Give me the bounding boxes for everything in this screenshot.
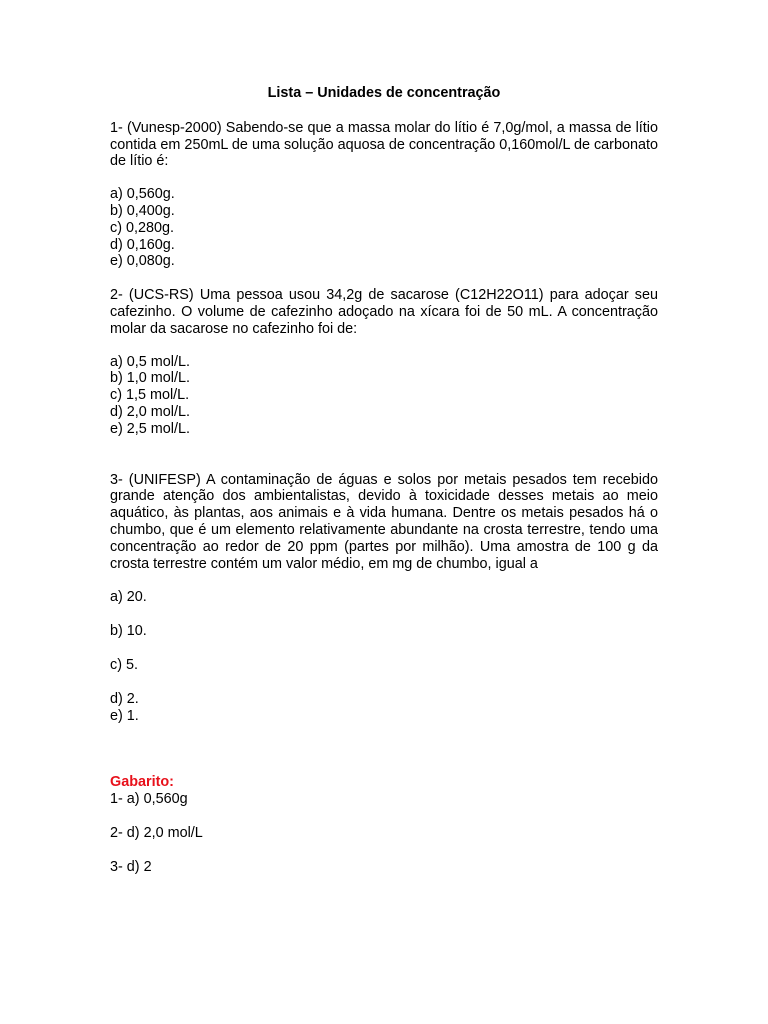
question-2-option-a: a) 0,5 mol/L. xyxy=(110,353,190,370)
question-1-options xyxy=(110,186,658,270)
question-2-option-b: b) 1,0 mol/L. xyxy=(110,370,190,387)
question-3-option-c: c) 5. xyxy=(110,656,138,673)
question-3-option-a: a) 20. xyxy=(110,589,147,606)
question-2-option-e: e) 2,5 mol/L. xyxy=(110,420,190,437)
question-3-stem: 3- (UNIFESP) A contaminação de águas e solos por metais pesados tem recebido grande atenção dos ambientalistas, devido à toxicidade desses metais ao meio aquático, às plantas, aos animais e à vida humana. Dentre os metais pesados há o chumbo, que é um elemento relativamente abundante na crosta terrestre, tendo uma concentração ao redor de 20 ppm (partes por milhão). Uma amostra de 100 g da crosta terrestre contém um valor médio, em mg de chumbo, igual a xyxy=(110,471,658,572)
page-title: Lista – Unidades de concentração xyxy=(267,85,501,101)
question-1-option-a: a) 0,560g. xyxy=(110,186,175,203)
answer-key-title: Gabarito: xyxy=(110,774,174,791)
question-1-option-e: e) 0,080g. xyxy=(110,253,175,270)
question-3-option-d: d) 2. xyxy=(110,690,139,707)
question-3 xyxy=(110,472,658,725)
question-2 xyxy=(110,287,658,437)
answer-key-item-2: 2- d) 2,0 mol/L xyxy=(110,824,203,841)
document-page xyxy=(110,85,658,893)
question-1-option-d: d) 0,160g. xyxy=(110,236,175,253)
question-3-options xyxy=(110,589,658,724)
question-3-option-b: b) 10. xyxy=(110,623,147,640)
question-2-option-c: c) 1,5 mol/L. xyxy=(110,387,190,404)
question-3-option-e: e) 1. xyxy=(110,707,139,724)
answer-key xyxy=(110,774,658,875)
question-2-stem: 2- (UCS-RS) Uma pessoa usou 34,2g de sacarose (C12H22O11) para adoçar seu cafezinho. O volume de cafezinho adoçado na xícara foi de 50 mL. A concentração molar da sacarose no cafezinho foi de: xyxy=(110,287,658,337)
question-2-option-d: d) 2,0 mol/L. xyxy=(110,403,190,420)
answer-key-item-3: 3- d) 2 xyxy=(110,858,152,875)
question-1-option-c: c) 0,280g. xyxy=(110,219,174,236)
question-1-option-b: b) 0,400g. xyxy=(110,202,175,219)
answer-key-list xyxy=(110,791,658,875)
answer-key-item-1: 1- a) 0,560g xyxy=(110,791,188,808)
question-1 xyxy=(110,120,658,270)
question-2-options xyxy=(110,354,658,438)
question-1-stem: 1- (Vunesp-2000) Sabendo-se que a massa molar do lítio é 7,0g/mol, a massa de lítio contida em 250mL de uma solução aquosa de concentração 0,160mol/L de carbonato de lítio é: xyxy=(110,119,658,170)
